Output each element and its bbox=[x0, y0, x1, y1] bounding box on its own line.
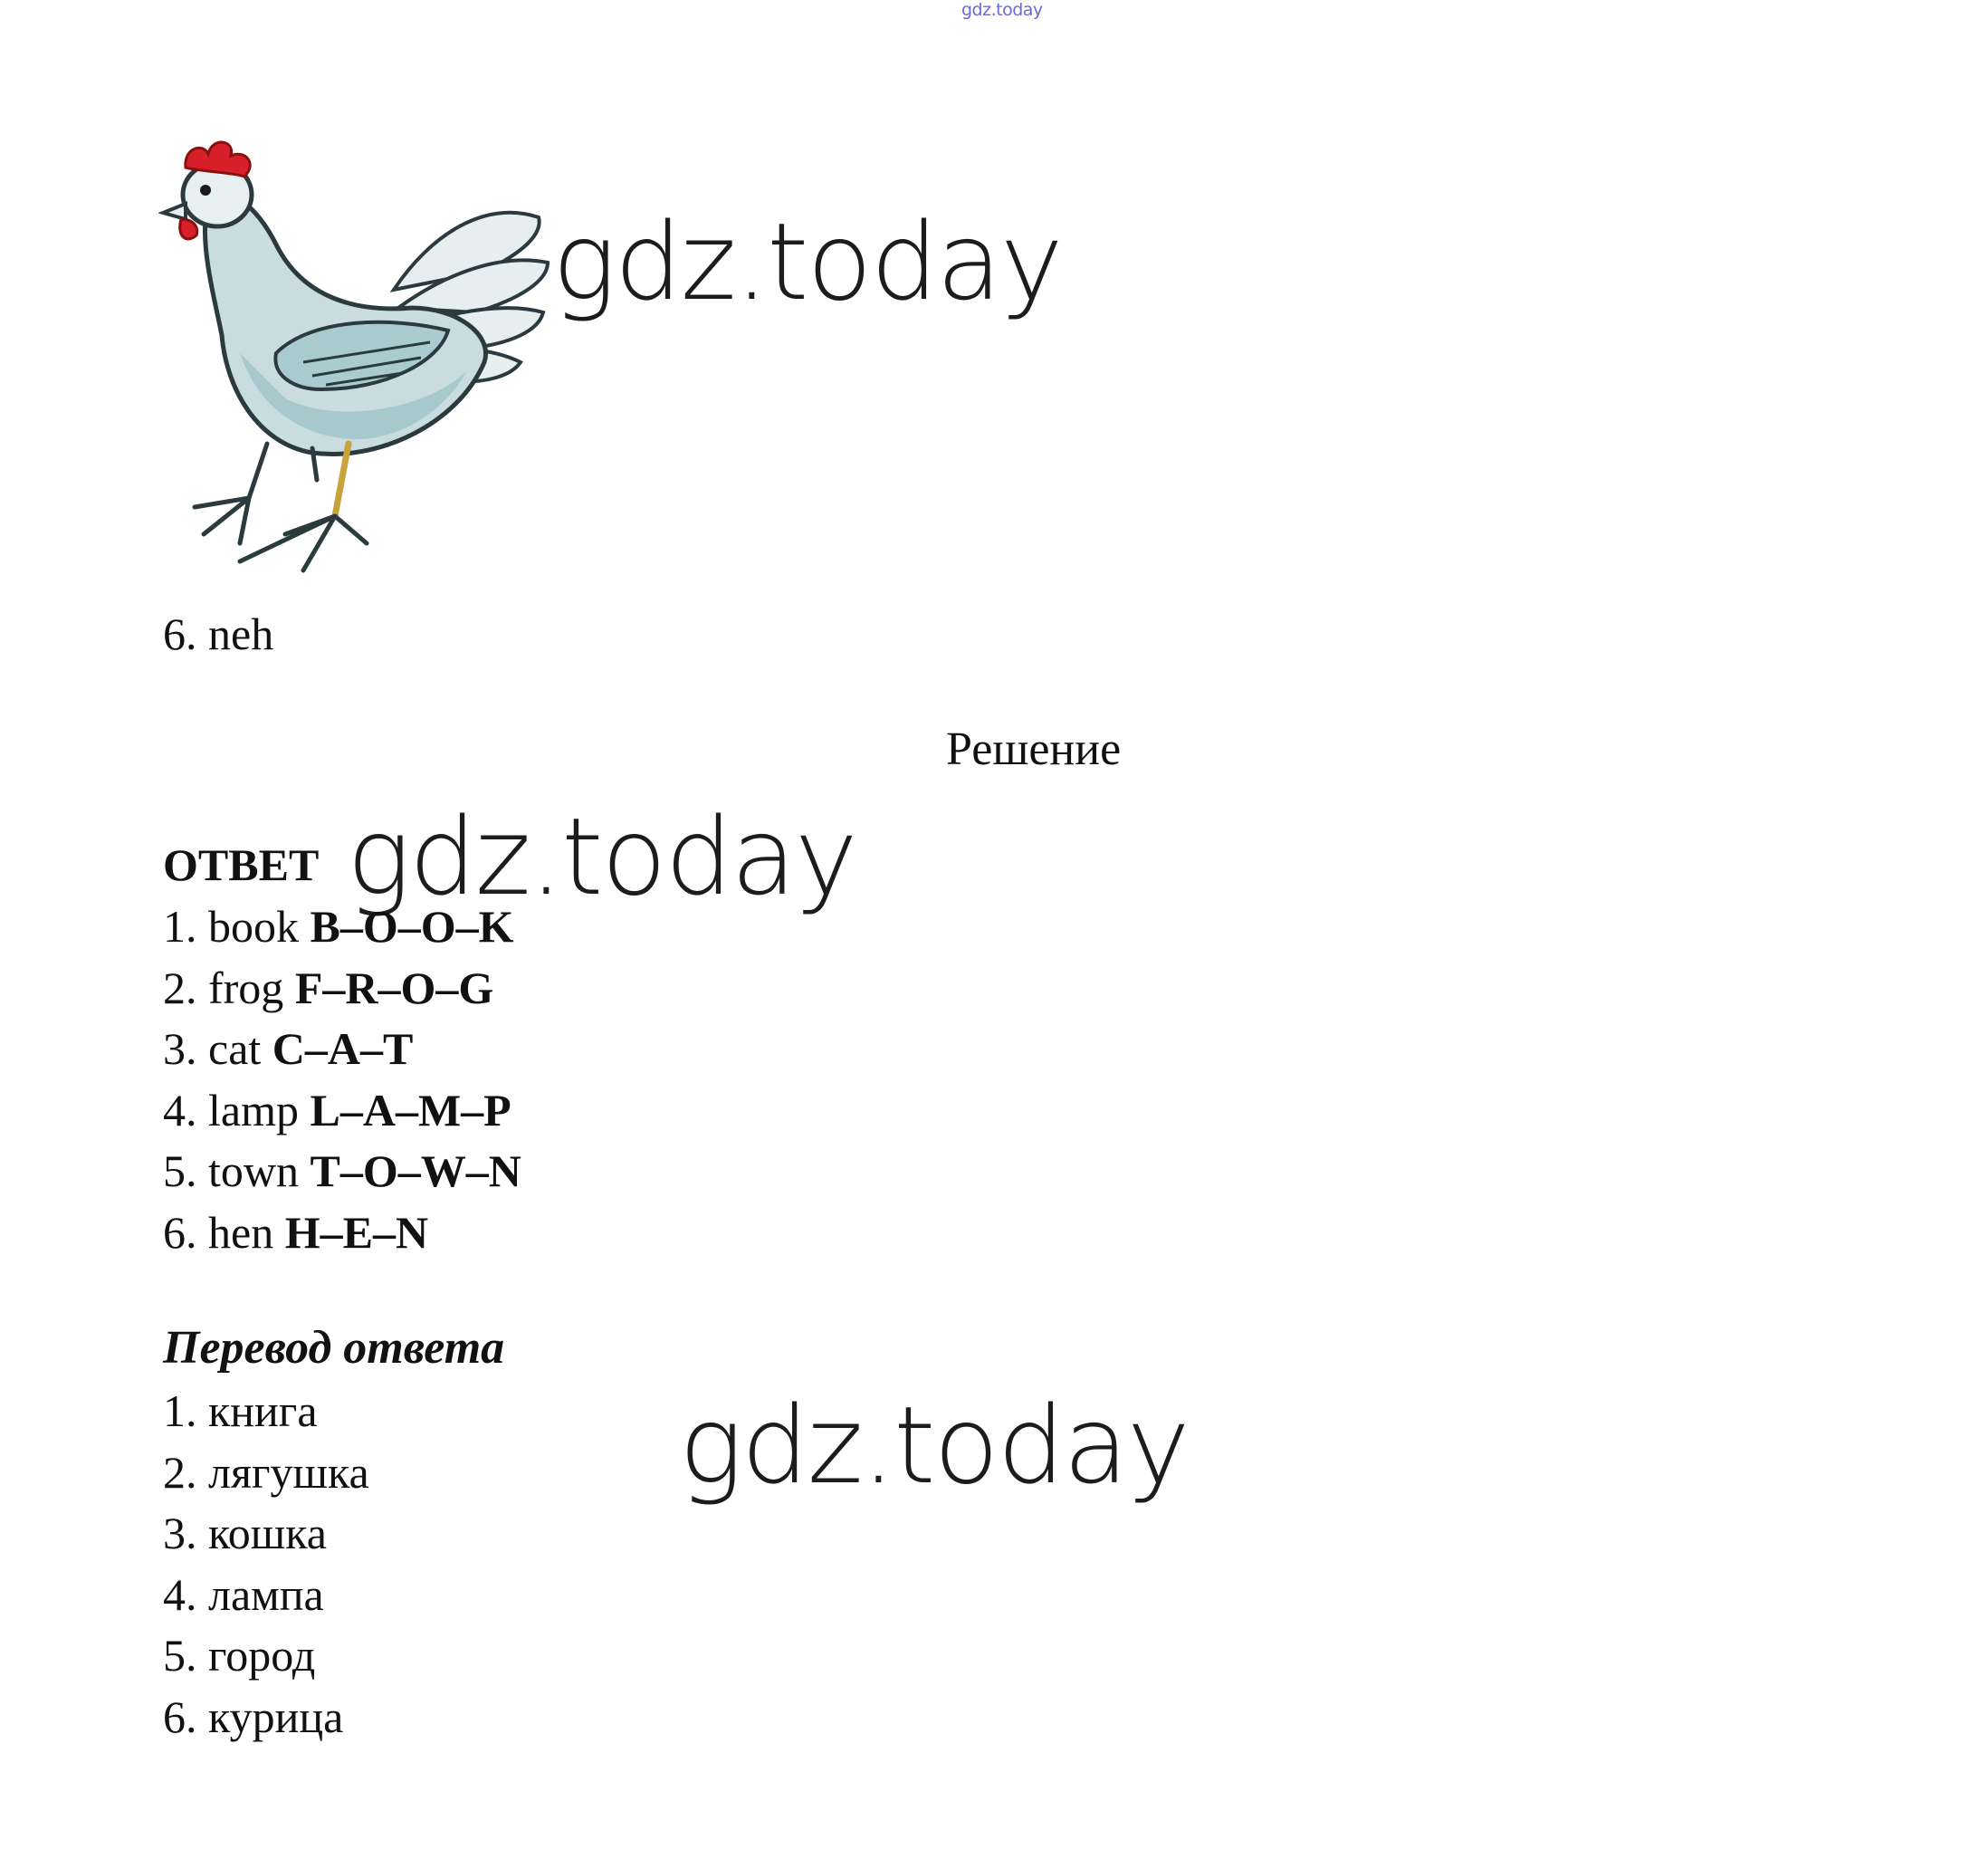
answer-spelling: C–A–T bbox=[272, 1023, 414, 1074]
translation-number: 4. bbox=[163, 1568, 197, 1620]
watermark-gdz-today: gdz.today bbox=[347, 794, 856, 919]
answer-number: 5. bbox=[163, 1145, 197, 1196]
answer-item bbox=[163, 1019, 521, 1080]
answer-item bbox=[163, 1202, 521, 1264]
answer-item bbox=[163, 1141, 521, 1202]
watermark-gdz-today: gdz.today bbox=[679, 1383, 1189, 1508]
answer-number: 2. bbox=[163, 962, 197, 1013]
answer-heading: ОТВЕТ bbox=[163, 839, 320, 890]
answer-word: lamp bbox=[208, 1084, 299, 1135]
site-watermark-top: gdz.today bbox=[961, 0, 1043, 20]
translation-heading: Перевод ответа bbox=[163, 1322, 505, 1374]
answer-list bbox=[163, 896, 521, 1263]
translation-list bbox=[163, 1381, 369, 1748]
translation-number: 1. bbox=[163, 1385, 197, 1436]
hen-illustration bbox=[158, 136, 557, 598]
answer-item bbox=[163, 958, 521, 1020]
answer-spelling: H–E–N bbox=[284, 1206, 429, 1258]
answer-item bbox=[163, 896, 521, 958]
translation-number: 6. bbox=[163, 1691, 197, 1742]
translation-item bbox=[163, 1503, 369, 1565]
solution-title: Решение bbox=[946, 723, 1122, 775]
translation-number: 2. bbox=[163, 1446, 197, 1498]
answer-word: cat bbox=[208, 1023, 262, 1074]
translation-number: 3. bbox=[163, 1508, 197, 1558]
translation-item bbox=[163, 1625, 369, 1687]
answer-number: 4. bbox=[163, 1084, 197, 1135]
answer-item bbox=[163, 1080, 521, 1142]
answer-number: 6. bbox=[163, 1206, 197, 1258]
translation-word: город bbox=[208, 1630, 316, 1681]
translation-word: курица bbox=[208, 1691, 344, 1742]
answer-spelling: L–A–M–P bbox=[310, 1084, 511, 1135]
answer-spelling: B–O–O–K bbox=[310, 901, 514, 952]
answer-word: book bbox=[208, 901, 299, 952]
task-line: 6. neh bbox=[163, 608, 274, 659]
translation-word: книга bbox=[208, 1385, 318, 1436]
translation-word: лампа bbox=[208, 1568, 324, 1620]
translation-item bbox=[163, 1565, 369, 1626]
translation-item bbox=[163, 1381, 369, 1442]
answer-word: frog bbox=[208, 962, 284, 1013]
answer-word: hen bbox=[208, 1206, 274, 1258]
answer-number: 1. bbox=[163, 901, 197, 952]
answer-number: 3. bbox=[163, 1023, 197, 1074]
translation-word: кошка bbox=[208, 1508, 327, 1558]
translation-word: лягушка bbox=[208, 1446, 369, 1498]
translation-number: 5. bbox=[163, 1630, 197, 1681]
answer-word: town bbox=[208, 1145, 299, 1196]
answer-spelling: T–O–W–N bbox=[310, 1145, 521, 1196]
translation-item bbox=[163, 1687, 369, 1748]
watermark-gdz-today: gdz.today bbox=[552, 199, 1062, 324]
answer-spelling: F–R–O–G bbox=[294, 962, 494, 1013]
translation-item bbox=[163, 1442, 369, 1504]
